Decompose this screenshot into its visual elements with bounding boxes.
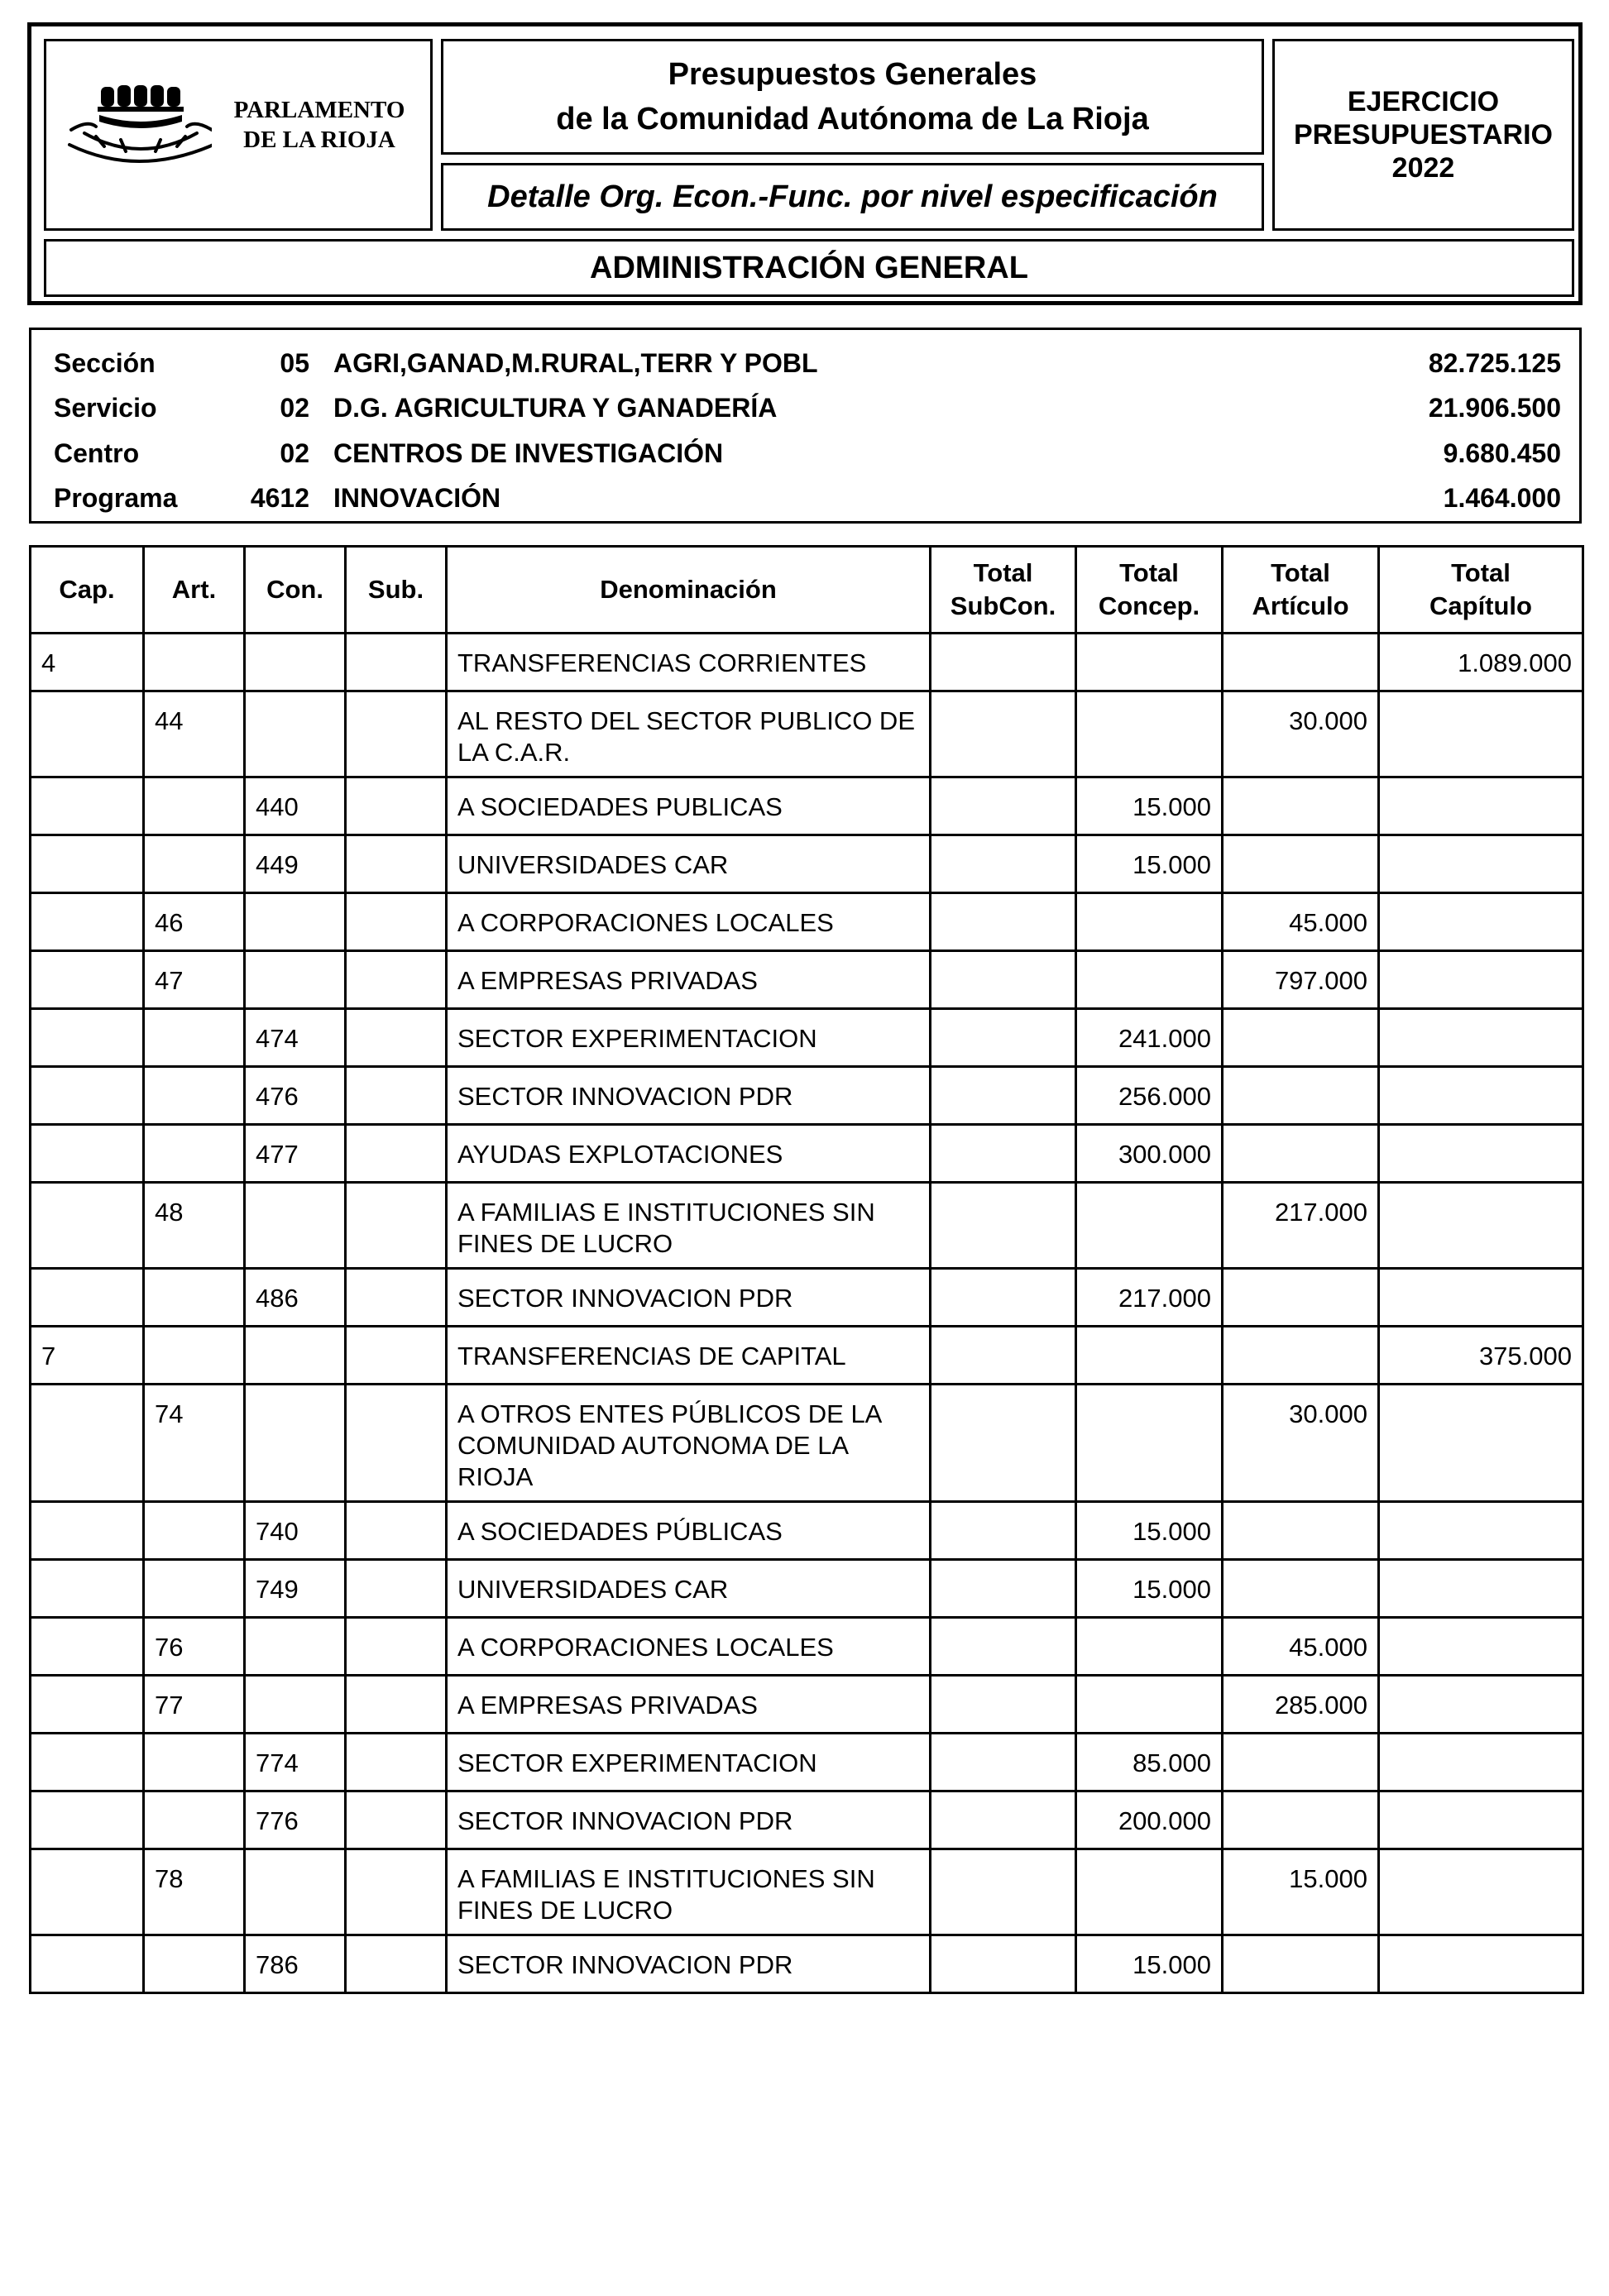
table-row bbox=[31, 1791, 1583, 1849]
cell-con: 476 bbox=[245, 1067, 346, 1125]
cell-sub bbox=[346, 1791, 447, 1849]
cell-denominacion: AYUDAS EXPLOTACIONES bbox=[447, 1125, 931, 1183]
cell-denominacion: A EMPRESAS PRIVADAS bbox=[447, 1676, 931, 1734]
cell-total-articulo: 45.000 bbox=[1223, 893, 1379, 951]
cell-total-concep: 15.000 bbox=[1076, 1560, 1223, 1618]
cell-total-subcon bbox=[931, 1849, 1076, 1935]
cell-sub bbox=[346, 1183, 447, 1269]
cell-total-articulo: 45.000 bbox=[1223, 1618, 1379, 1676]
header-total-capitulo-line1: Total bbox=[1451, 558, 1511, 587]
cell-total-subcon bbox=[931, 1327, 1076, 1385]
cell-sub bbox=[346, 835, 447, 893]
header-sub: Sub. bbox=[346, 547, 447, 634]
cell-total-articulo bbox=[1223, 1734, 1379, 1791]
cell-art bbox=[144, 777, 245, 835]
cell-cap bbox=[31, 1067, 144, 1125]
cell-sub bbox=[346, 1935, 447, 1993]
table-row bbox=[31, 1618, 1583, 1676]
table-row bbox=[31, 1734, 1583, 1791]
cell-total-concep: 15.000 bbox=[1076, 777, 1223, 835]
cell-total-capitulo bbox=[1379, 1385, 1583, 1502]
cell-total-articulo bbox=[1223, 1327, 1379, 1385]
info-amount: 1.464.000 bbox=[1443, 483, 1561, 513]
cell-art bbox=[144, 1502, 245, 1560]
cell-total-subcon bbox=[931, 1067, 1076, 1125]
cell-art bbox=[144, 1560, 245, 1618]
info-name: INNOVACIÓN bbox=[333, 483, 501, 513]
cell-sub bbox=[346, 1009, 447, 1067]
cell-cap bbox=[31, 1676, 144, 1734]
cell-art bbox=[144, 835, 245, 893]
cell-total-concep: 15.000 bbox=[1076, 1502, 1223, 1560]
header-total-capitulo bbox=[1379, 547, 1583, 634]
header-art: Art. bbox=[144, 547, 245, 634]
cell-total-subcon bbox=[931, 1502, 1076, 1560]
cell-total-capitulo bbox=[1379, 1183, 1583, 1269]
cell-total-concep bbox=[1076, 634, 1223, 691]
fiscal-year-line-1: EJERCICIO bbox=[1347, 86, 1500, 117]
cell-cap bbox=[31, 1734, 144, 1791]
cell-con: 440 bbox=[245, 777, 346, 835]
cell-cap bbox=[31, 1183, 144, 1269]
cell-total-subcon bbox=[931, 1125, 1076, 1183]
cell-denominacion: SECTOR INNOVACION PDR bbox=[447, 1067, 931, 1125]
cell-sub bbox=[346, 1502, 447, 1560]
cell-total-capitulo bbox=[1379, 1935, 1583, 1993]
cell-total-concep: 217.000 bbox=[1076, 1269, 1223, 1327]
cell-con bbox=[245, 1618, 346, 1676]
cell-denominacion: SECTOR EXPERIMENTACION bbox=[447, 1734, 931, 1791]
cell-total-concep bbox=[1076, 951, 1223, 1009]
cell-total-subcon bbox=[931, 951, 1076, 1009]
cell-art bbox=[144, 1269, 245, 1327]
info-amount: 21.906.500 bbox=[1428, 393, 1561, 423]
parliament-name bbox=[216, 95, 423, 155]
cell-cap bbox=[31, 1385, 144, 1502]
cell-con: 486 bbox=[245, 1269, 346, 1327]
cell-cap bbox=[31, 1009, 144, 1067]
cell-art bbox=[144, 1935, 245, 1993]
cell-total-subcon bbox=[931, 1618, 1076, 1676]
parliament-logo-icon bbox=[63, 79, 212, 178]
header-total-subcon bbox=[931, 547, 1076, 634]
cell-total-articulo bbox=[1223, 1560, 1379, 1618]
cell-art bbox=[144, 1791, 245, 1849]
cell-total-subcon bbox=[931, 1009, 1076, 1067]
cell-total-capitulo bbox=[1379, 1618, 1583, 1676]
cell-sub bbox=[346, 1385, 447, 1502]
cell-total-articulo: 285.000 bbox=[1223, 1676, 1379, 1734]
title-line-2: de la Comunidad Autónoma de La Rioja bbox=[556, 102, 1149, 136]
header-cap: Cap. bbox=[31, 547, 144, 634]
cell-denominacion: A CORPORACIONES LOCALES bbox=[447, 893, 931, 951]
cell-total-concep bbox=[1076, 1327, 1223, 1385]
info-row-programa bbox=[31, 475, 1579, 519]
parliament-name-line1: PARLAMENTO bbox=[233, 97, 405, 123]
cell-denominacion: A SOCIEDADES PÚBLICAS bbox=[447, 1502, 931, 1560]
cell-sub bbox=[346, 1849, 447, 1935]
fiscal-year-value: 2022 bbox=[1391, 152, 1455, 184]
cell-total-subcon bbox=[931, 1734, 1076, 1791]
cell-sub bbox=[346, 1327, 447, 1385]
cell-art bbox=[144, 1009, 245, 1067]
table-row bbox=[31, 1067, 1583, 1125]
cell-total-articulo bbox=[1223, 1935, 1379, 1993]
cell-total-capitulo bbox=[1379, 1125, 1583, 1183]
cell-sub bbox=[346, 1125, 447, 1183]
cell-denominacion: A EMPRESAS PRIVADAS bbox=[447, 951, 931, 1009]
cell-total-capitulo bbox=[1379, 1067, 1583, 1125]
cell-con bbox=[245, 1849, 346, 1935]
info-code: 02 bbox=[280, 438, 309, 468]
cell-total-subcon bbox=[931, 1560, 1076, 1618]
cell-art: 48 bbox=[144, 1183, 245, 1269]
cell-denominacion: A OTROS ENTES PÚBLICOS DE LA COMUNIDAD AUTONOMA DE LA RIOJA bbox=[447, 1385, 931, 1502]
cell-sub bbox=[346, 951, 447, 1009]
cell-con bbox=[245, 1385, 346, 1502]
cell-art: 76 bbox=[144, 1618, 245, 1676]
cell-art bbox=[144, 1734, 245, 1791]
cell-art: 74 bbox=[144, 1385, 245, 1502]
cell-total-capitulo bbox=[1379, 691, 1583, 777]
cell-total-subcon bbox=[931, 634, 1076, 691]
cell-denominacion: SECTOR EXPERIMENTACION bbox=[447, 1009, 931, 1067]
header-total-subcon-line1: Total bbox=[973, 558, 1033, 587]
cell-total-articulo bbox=[1223, 835, 1379, 893]
cell-denominacion: TRANSFERENCIAS DE CAPITAL bbox=[447, 1327, 931, 1385]
table-row bbox=[31, 951, 1583, 1009]
document-title-box bbox=[441, 39, 1264, 155]
cell-denominacion: A FAMILIAS E INSTITUCIONES SIN FINES DE LUCRO bbox=[447, 1849, 931, 1935]
document-subtitle-box bbox=[441, 163, 1264, 231]
cell-con bbox=[245, 1183, 346, 1269]
info-code: 02 bbox=[280, 393, 309, 423]
cell-cap: 7 bbox=[31, 1327, 144, 1385]
cell-total-concep: 300.000 bbox=[1076, 1125, 1223, 1183]
cell-total-capitulo bbox=[1379, 1560, 1583, 1618]
cell-total-articulo bbox=[1223, 634, 1379, 691]
cell-total-articulo: 30.000 bbox=[1223, 1385, 1379, 1502]
cell-sub bbox=[346, 1067, 447, 1125]
info-row-seccion bbox=[31, 340, 1579, 385]
cell-total-articulo bbox=[1223, 1791, 1379, 1849]
header-con: Con. bbox=[245, 547, 346, 634]
cell-cap bbox=[31, 1502, 144, 1560]
info-name: AGRI,GANAD,M.RURAL,TERR Y POBL bbox=[333, 348, 818, 378]
cell-total-concep: 256.000 bbox=[1076, 1067, 1223, 1125]
cell-total-capitulo bbox=[1379, 1791, 1583, 1849]
cell-total-capitulo bbox=[1379, 777, 1583, 835]
cell-total-capitulo bbox=[1379, 1269, 1583, 1327]
cell-total-subcon bbox=[931, 1791, 1076, 1849]
info-name: D.G. AGRICULTURA Y GANADERÍA bbox=[333, 393, 778, 423]
cell-total-concep bbox=[1076, 1385, 1223, 1502]
cell-total-concep: 200.000 bbox=[1076, 1791, 1223, 1849]
cell-total-capitulo: 375.000 bbox=[1379, 1327, 1583, 1385]
cell-total-articulo bbox=[1223, 777, 1379, 835]
cell-denominacion: A CORPORACIONES LOCALES bbox=[447, 1618, 931, 1676]
table-row bbox=[31, 1327, 1583, 1385]
table-row bbox=[31, 1009, 1583, 1067]
cell-sub bbox=[346, 1618, 447, 1676]
fiscal-year-box bbox=[1272, 39, 1574, 231]
cell-total-subcon bbox=[931, 1935, 1076, 1993]
table-row bbox=[31, 1849, 1583, 1935]
cell-total-subcon bbox=[931, 893, 1076, 951]
document-header bbox=[27, 22, 1583, 305]
header-total-articulo bbox=[1223, 547, 1379, 634]
cell-total-articulo bbox=[1223, 1067, 1379, 1125]
table-row bbox=[31, 1269, 1583, 1327]
cell-con bbox=[245, 893, 346, 951]
cell-total-subcon bbox=[931, 835, 1076, 893]
header-total-capitulo-line2: Capítulo bbox=[1429, 591, 1532, 620]
info-label: Programa bbox=[54, 483, 178, 513]
cell-art bbox=[144, 1067, 245, 1125]
table-row bbox=[31, 835, 1583, 893]
cell-sub bbox=[346, 1269, 447, 1327]
info-row-servicio bbox=[31, 385, 1579, 429]
cell-denominacion: AL RESTO DEL SECTOR PUBLICO DE LA C.A.R. bbox=[447, 691, 931, 777]
logo-box bbox=[44, 39, 433, 231]
cell-sub bbox=[346, 634, 447, 691]
cell-art bbox=[144, 1327, 245, 1385]
cell-sub bbox=[346, 1560, 447, 1618]
header-total-concep-line2: Concep. bbox=[1098, 591, 1200, 620]
cell-cap bbox=[31, 951, 144, 1009]
cell-total-concep bbox=[1076, 893, 1223, 951]
info-name: CENTROS DE INVESTIGACIÓN bbox=[333, 438, 724, 468]
cell-art: 46 bbox=[144, 893, 245, 951]
cell-art bbox=[144, 1125, 245, 1183]
cell-con: 449 bbox=[245, 835, 346, 893]
table-row bbox=[31, 893, 1583, 951]
cell-total-concep bbox=[1076, 1183, 1223, 1269]
organization-info-box bbox=[29, 328, 1582, 524]
cell-con: 786 bbox=[245, 1935, 346, 1993]
cell-art: 44 bbox=[144, 691, 245, 777]
cell-total-capitulo: 1.089.000 bbox=[1379, 634, 1583, 691]
cell-cap bbox=[31, 691, 144, 777]
info-row-centro bbox=[31, 430, 1579, 475]
cell-sub bbox=[346, 1676, 447, 1734]
cell-total-concep: 15.000 bbox=[1076, 835, 1223, 893]
cell-art: 77 bbox=[144, 1676, 245, 1734]
administration-box bbox=[44, 239, 1574, 297]
administration-title: ADMINISTRACIÓN GENERAL bbox=[590, 250, 1028, 285]
cell-art: 78 bbox=[144, 1849, 245, 1935]
fiscal-year-line-2: PRESUPUESTARIO bbox=[1294, 119, 1553, 151]
header-total-concep-line1: Total bbox=[1119, 558, 1179, 587]
cell-total-capitulo bbox=[1379, 835, 1583, 893]
cell-total-capitulo bbox=[1379, 1734, 1583, 1791]
cell-con bbox=[245, 691, 346, 777]
cell-con bbox=[245, 634, 346, 691]
cell-cap bbox=[31, 893, 144, 951]
table-row bbox=[31, 1125, 1583, 1183]
info-label: Sección bbox=[54, 348, 156, 378]
cell-total-capitulo bbox=[1379, 1676, 1583, 1734]
cell-denominacion: SECTOR INNOVACION PDR bbox=[447, 1269, 931, 1327]
cell-cap bbox=[31, 1560, 144, 1618]
cell-denominacion: SECTOR INNOVACION PDR bbox=[447, 1935, 931, 1993]
cell-denominacion: SECTOR INNOVACION PDR bbox=[447, 1791, 931, 1849]
cell-denominacion: UNIVERSIDADES CAR bbox=[447, 835, 931, 893]
header-total-concep bbox=[1076, 547, 1223, 634]
header-total-articulo-line2: Artículo bbox=[1252, 591, 1349, 620]
cell-total-subcon bbox=[931, 1269, 1076, 1327]
cell-sub bbox=[346, 1734, 447, 1791]
info-amount: 82.725.125 bbox=[1428, 348, 1561, 378]
table-row bbox=[31, 1385, 1583, 1502]
table-row bbox=[31, 634, 1583, 691]
cell-total-subcon bbox=[931, 1676, 1076, 1734]
cell-total-subcon bbox=[931, 777, 1076, 835]
cell-total-capitulo bbox=[1379, 1849, 1583, 1935]
cell-total-concep bbox=[1076, 1676, 1223, 1734]
cell-total-subcon bbox=[931, 691, 1076, 777]
cell-con: 477 bbox=[245, 1125, 346, 1183]
cell-con bbox=[245, 951, 346, 1009]
table-row bbox=[31, 691, 1583, 777]
cell-sub bbox=[346, 893, 447, 951]
cell-total-concep bbox=[1076, 1849, 1223, 1935]
cell-total-concep: 241.000 bbox=[1076, 1009, 1223, 1067]
cell-cap: 4 bbox=[31, 634, 144, 691]
cell-total-capitulo bbox=[1379, 1009, 1583, 1067]
cell-con bbox=[245, 1676, 346, 1734]
cell-denominacion: A FAMILIAS E INSTITUCIONES SIN FINES DE LUCRO bbox=[447, 1183, 931, 1269]
title-line-1: Presupuestos Generales bbox=[668, 57, 1037, 92]
table-header-row bbox=[31, 547, 1583, 634]
cell-art: 47 bbox=[144, 951, 245, 1009]
cell-con: 776 bbox=[245, 1791, 346, 1849]
cell-total-articulo bbox=[1223, 1269, 1379, 1327]
table-row bbox=[31, 1502, 1583, 1560]
cell-total-concep bbox=[1076, 691, 1223, 777]
cell-art bbox=[144, 634, 245, 691]
cell-cap bbox=[31, 835, 144, 893]
budget-table-body bbox=[31, 634, 1583, 1993]
table-row bbox=[31, 1935, 1583, 1993]
cell-total-articulo: 30.000 bbox=[1223, 691, 1379, 777]
cell-total-subcon bbox=[931, 1183, 1076, 1269]
cell-con: 474 bbox=[245, 1009, 346, 1067]
cell-total-articulo bbox=[1223, 1502, 1379, 1560]
cell-con: 749 bbox=[245, 1560, 346, 1618]
cell-total-articulo: 15.000 bbox=[1223, 1849, 1379, 1935]
cell-total-capitulo bbox=[1379, 951, 1583, 1009]
document-subtitle: Detalle Org. Econ.-Func. por nivel especificación bbox=[487, 179, 1218, 214]
info-label: Centro bbox=[54, 438, 140, 468]
cell-total-articulo: 217.000 bbox=[1223, 1183, 1379, 1269]
cell-total-capitulo bbox=[1379, 1502, 1583, 1560]
cell-con bbox=[245, 1327, 346, 1385]
table-row bbox=[31, 1183, 1583, 1269]
cell-con: 740 bbox=[245, 1502, 346, 1560]
cell-total-articulo bbox=[1223, 1125, 1379, 1183]
cell-cap bbox=[31, 1269, 144, 1327]
cell-cap bbox=[31, 1791, 144, 1849]
cell-total-subcon bbox=[931, 1385, 1076, 1502]
header-total-subcon-line2: SubCon. bbox=[950, 591, 1056, 620]
cell-denominacion: A SOCIEDADES PUBLICAS bbox=[447, 777, 931, 835]
parliament-name-line2: DE LA RIOJA bbox=[243, 127, 395, 153]
cell-total-articulo: 797.000 bbox=[1223, 951, 1379, 1009]
table-row bbox=[31, 777, 1583, 835]
cell-denominacion: TRANSFERENCIAS CORRIENTES bbox=[447, 634, 931, 691]
info-label: Servicio bbox=[54, 393, 157, 423]
cell-total-concep bbox=[1076, 1618, 1223, 1676]
cell-sub bbox=[346, 691, 447, 777]
cell-cap bbox=[31, 1125, 144, 1183]
cell-cap bbox=[31, 1849, 144, 1935]
info-amount: 9.680.450 bbox=[1443, 438, 1561, 468]
header-denominacion: Denominación bbox=[447, 547, 931, 634]
cell-total-capitulo bbox=[1379, 893, 1583, 951]
table-row bbox=[31, 1676, 1583, 1734]
header-total-articulo-line1: Total bbox=[1271, 558, 1330, 587]
cell-total-articulo bbox=[1223, 1009, 1379, 1067]
cell-cap bbox=[31, 777, 144, 835]
cell-con: 774 bbox=[245, 1734, 346, 1791]
cell-total-concep: 85.000 bbox=[1076, 1734, 1223, 1791]
cell-total-concep: 15.000 bbox=[1076, 1935, 1223, 1993]
info-code: 05 bbox=[280, 348, 309, 378]
cell-cap bbox=[31, 1618, 144, 1676]
cell-sub bbox=[346, 777, 447, 835]
budget-table bbox=[29, 545, 1584, 1994]
info-code: 4612 bbox=[250, 483, 309, 513]
cell-cap bbox=[31, 1935, 144, 1993]
table-row bbox=[31, 1560, 1583, 1618]
cell-denominacion: UNIVERSIDADES CAR bbox=[447, 1560, 931, 1618]
